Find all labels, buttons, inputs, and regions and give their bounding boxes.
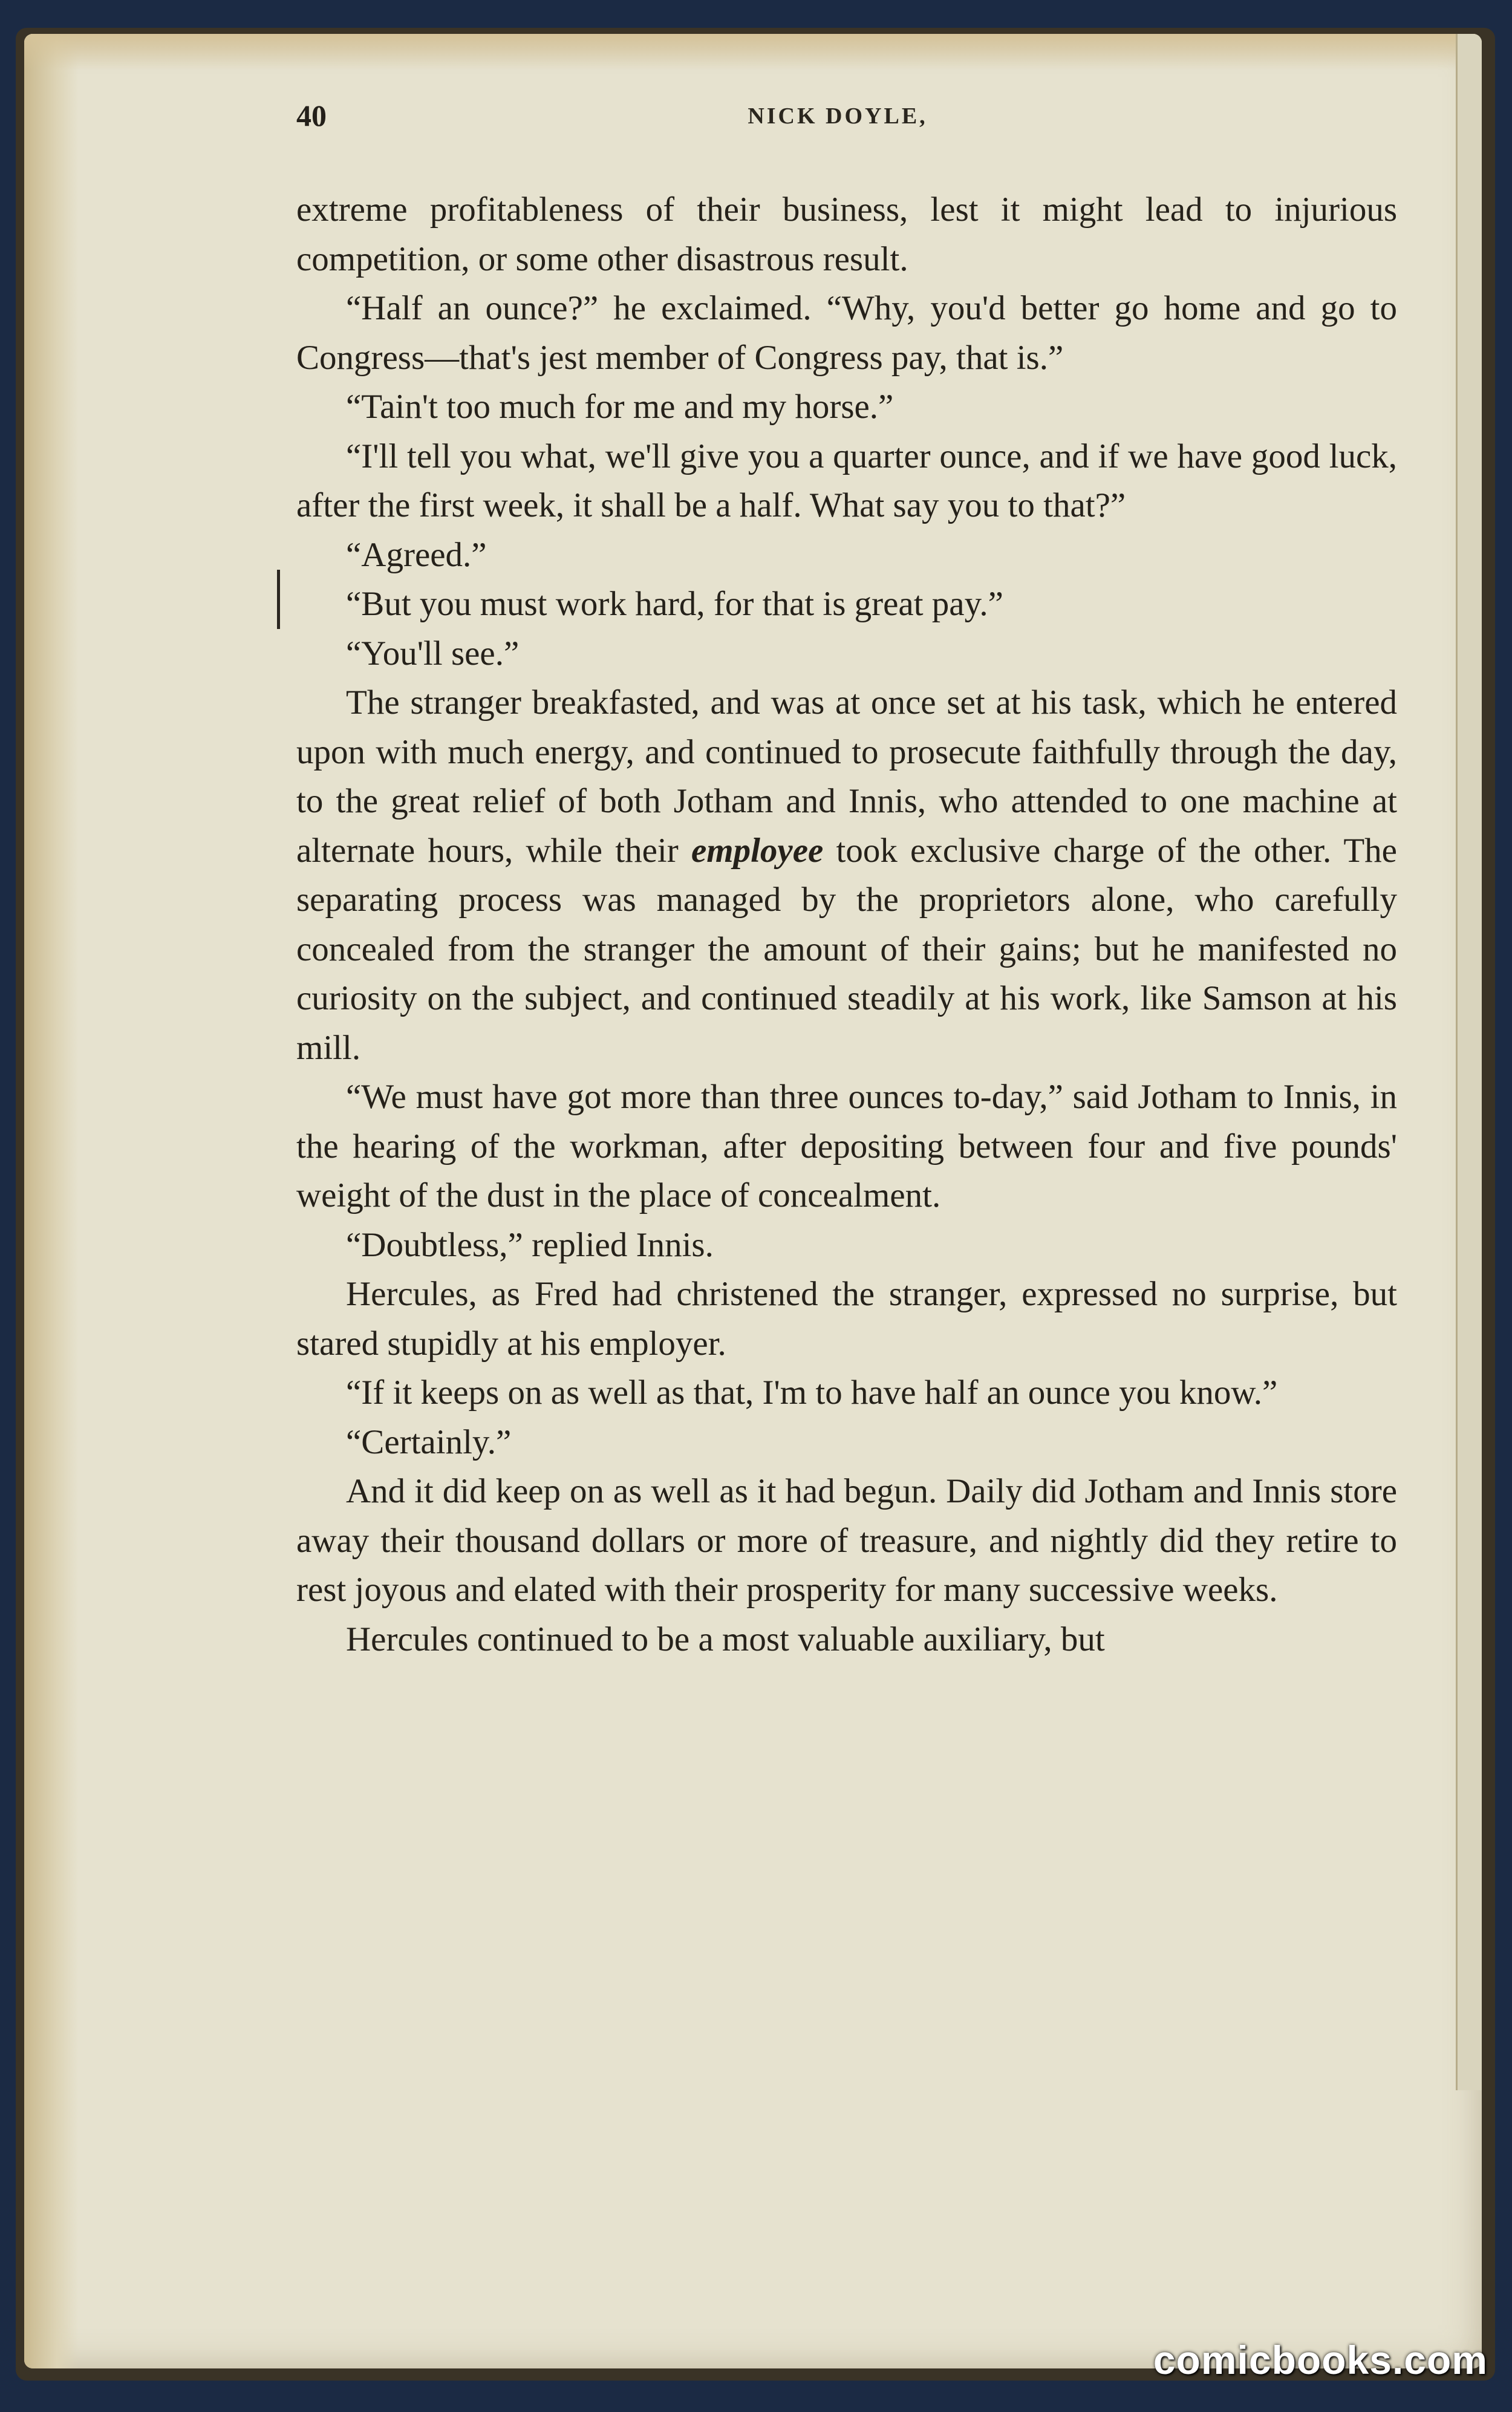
paragraph: “Agreed.”: [346, 535, 487, 574]
paragraph-text: took exclusive charge of the other. The separating process was managed by the proprietors alone, who carefully concealed from the stranger the amount of their gains; but he manifested no curiosity on the subject, and continued steadily at his work, like Samson at his mill.: [296, 831, 1397, 1067]
paragraph: extreme profitableness of their business, lest it might lead to injurious competition, or some other disastrous result.: [296, 191, 1397, 278]
watermark: comicbooks.com: [1153, 2338, 1488, 2382]
paragraph: “Tain't too much for me and my horse.”: [346, 388, 894, 426]
running-head: NICK DOYLE,: [748, 103, 928, 129]
page-number: 40: [296, 99, 327, 132]
page-edge-top: [24, 34, 1482, 70]
text-body: [296, 185, 1397, 1664]
paragraph: [296, 678, 1397, 1072]
paragraph-text: The stranger breakfasted, and was at once set at his task, which he entered upon with much energy, and continued to prosecute faithfully through the day, to the great relief of both Jotham and Innis, who attended to one machine at alternate hours, while their: [296, 683, 1397, 870]
margin-pencil-mark: [277, 570, 280, 629]
paragraph: “You'll see.”: [346, 634, 520, 673]
paragraph: And it did keep on as well as it had begun. Daily did Jotham and Innis store away their thousand dollars or more of treasure, and nightly did they retire to rest joyous and elated with their prosperity for many successive weeks.: [296, 1472, 1397, 1609]
paragraph: Hercules, as Fred had christened the stranger, expressed no surprise, but stared stupidly at his employer.: [296, 1275, 1397, 1363]
paragraph: “But you must work hard, for that is great pay.”: [346, 585, 1003, 623]
paragraph: “Half an ounce?” he exclaimed. “Why, you'd better go home and go to Congress—that's jest member of Congress pay, that is.”: [296, 289, 1397, 377]
paragraph: “Certainly.”: [346, 1423, 512, 1461]
page-edge-left: [24, 34, 79, 2368]
paragraph: “Doubtless,” replied Innis.: [346, 1225, 714, 1264]
page-header: [272, 97, 1403, 145]
paragraph: “If it keeps on as well as that, I'm to have half an ounce you know.”: [346, 1374, 1278, 1412]
italic-word: employee: [691, 831, 824, 870]
paragraph: “I'll tell you what, we'll give you a quarter ounce, and if we have good luck, after the first week, it shall be a half. What say you to that?”: [296, 437, 1397, 524]
paragraph: Hercules continued to be a most valuable auxiliary, but: [346, 1620, 1105, 1658]
paragraph: “We must have got more than three ounces to-day,” said Jotham to Innis, in the hearing of the workman, after depositing between four and five pounds' weight of the dust in the place of concealment.: [296, 1078, 1397, 1214]
next-page-edge: [1456, 34, 1482, 2090]
